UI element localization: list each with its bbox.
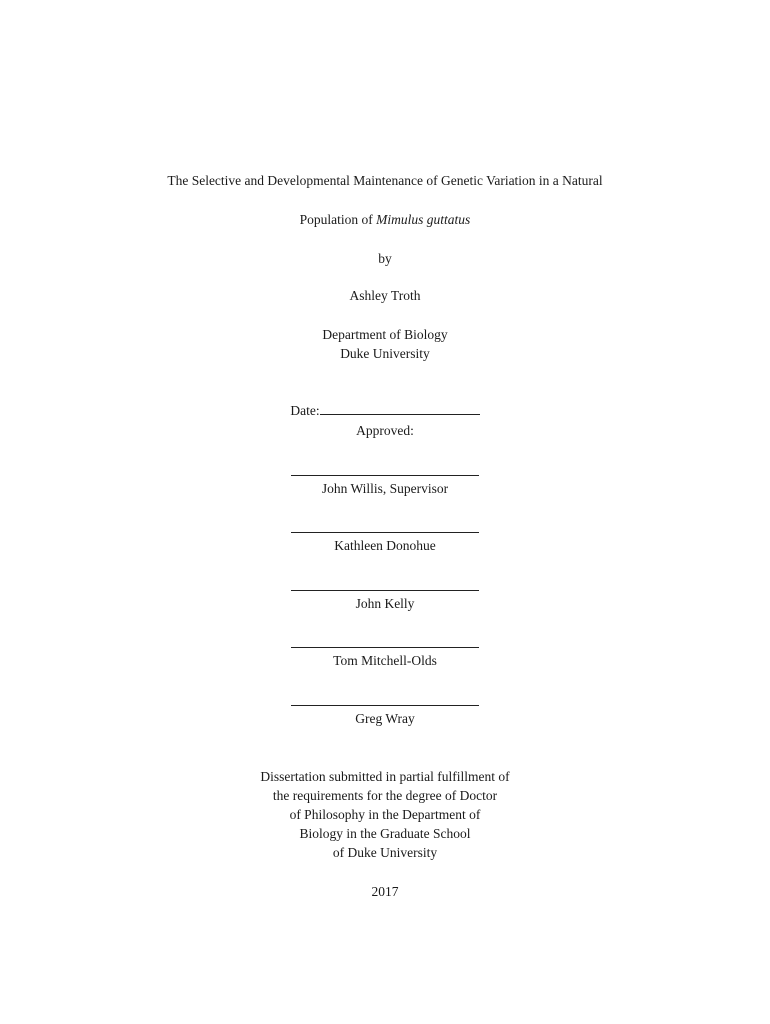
date-row bbox=[0, 401, 770, 420]
approved-label: Approved: bbox=[356, 423, 414, 438]
committee-member: Tom Mitchell-Olds bbox=[333, 653, 437, 668]
by-label: by bbox=[378, 251, 392, 266]
year: 2017 bbox=[371, 884, 399, 899]
department-name: Department of Biology bbox=[322, 327, 448, 342]
author-name: Ashley Troth bbox=[349, 288, 421, 303]
statement-line: of Duke University bbox=[332, 845, 438, 860]
date-label: Date: bbox=[290, 403, 320, 418]
dissertation-title-line-1: The Selective and Developmental Maintenance of Genetic Variation in a Natural bbox=[167, 173, 603, 188]
statement-line: the requirements for the degree of Doctor bbox=[272, 788, 498, 803]
dissertation-title-line-2 bbox=[0, 210, 770, 229]
statement-line: of Philosophy in the Department of bbox=[289, 807, 481, 822]
committee-member: John Kelly bbox=[355, 596, 415, 611]
committee-member: Kathleen Donohue bbox=[334, 538, 436, 553]
date-signature-line bbox=[320, 402, 480, 415]
statement-line: Dissertation submitted in partial fulfillment of bbox=[260, 769, 510, 784]
statement-line: Biology in the Graduate School bbox=[299, 826, 471, 841]
committee-member: Greg Wray bbox=[355, 711, 415, 726]
title-prefix: Population of bbox=[299, 212, 373, 227]
university-name: Duke University bbox=[340, 346, 430, 361]
committee-member: John Willis, Supervisor bbox=[321, 481, 449, 496]
species-name: Mimulus guttatus bbox=[376, 212, 471, 227]
